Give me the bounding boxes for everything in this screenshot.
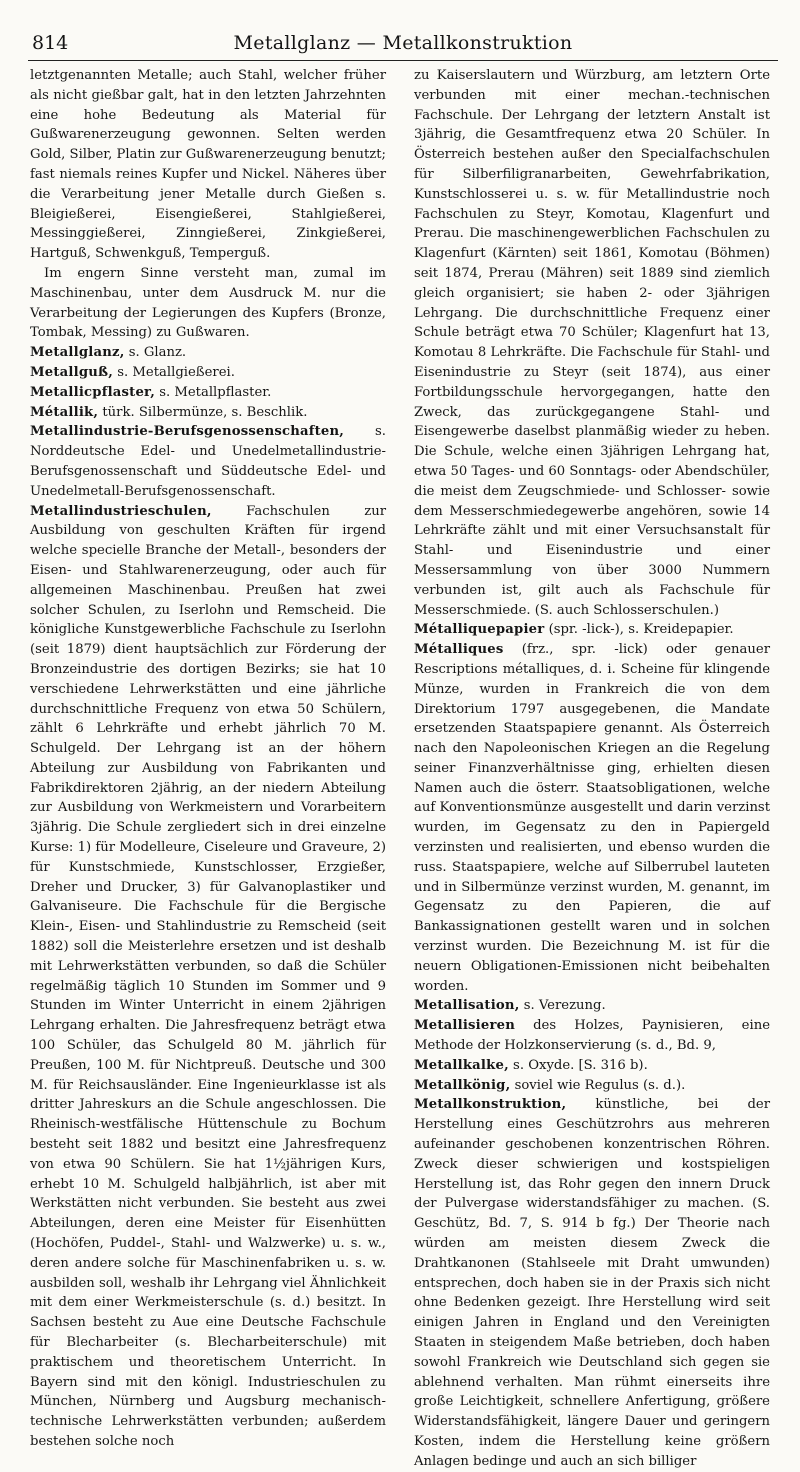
paragraph: zu Kaiserslautern und Würzburg, am letztern Orte verbunden mit einer mechan.-technischen Fachschule. Der Lehrgang der letztern Anstalt ist 3jährig, die Gesamtfrequenz etwa 20 Schüler. In Österreich bestehen außer den Specialfachschulen für Silberfiligranarbeiten, Gewehrfabrikation, Kunstschlosserei u. s. w. für Metallindustrie noch Fachschulen zu Steyr, Komotau, Klagenfurt und Prerau. Die maschinengewerblichen Fachschulen zu Klagenfurt (Kärnten) seit 1861, Komotau (Böhmen) seit 1874, Prerau (Mähren) seit 1889 sind ziemlich gleich organisiert; sie haben 2- oder 3jährigen Lehrgang. Die durchschnittliche Frequenz einer Schule beträgt etwa 70 Schüler; Klagenfurt hat 13, Komotau 8 Lehrkräfte. Die Fachschule für Stahl- und Eisenindustrie zu Steyr (seit 1874), aus einer Fortbildungsschule hervorgegangen, hatte den Zweck, das zurückgegangene Stahl- und Eisengewerbe daselbst planmäßig wieder zu heben. Die Schule, welche einen 3jährigen Lehrgang hat, etwa 50 Tages- und 60 Sonntags- oder Abendschüler, die meist dem Zeugschmiede- und Schlosser- sowie dem Messerschmiedegewerbe angehören, sowie 14 Lehrkräfte zählt und mit einer Versuchsanstalt für Stahl- und Eisenindustrie und einer Messersammlung von über 3000 Nummern verbunden ist, gilt auch als Fachschule für Messerschmiede. (S. auch Schlosserschulen.) xyxy=(414,68,770,618)
running-head: Metallglanz — Metallkonstruktion xyxy=(233,32,573,54)
entry-text: s. Metallpflaster. xyxy=(155,384,272,400)
page-number: 814 xyxy=(32,32,69,54)
entry-text: (frz., spr. -lick) oder genauer Rescriptions métalliques, d. i. Scheine für klingende Münze, wurden in Frankreich die von dem Direktorium 1797 ausgegebenen, die Mandate ersetzenden Staatspapiere genannt. Als Österreich nach den Napoleonischen Kriegen an die Regelung seiner Finanzverhältnisse ging, erhielten diesen Namen auch die österr. Staatsobligationen, welche auf Konventionsmünze ausgestellt und darin verzinst wurden, im Gegensatz zu den in Papiergeld verzinsten und realisierten, und ebenso wurden die russ. Staatspapiere, welche auf Silberrubel lauteten und in Silbermünze verzinst wurden, M. genannt, im Gegensatz zu den Papieren, die auf Bankassignationen gestellt waren und in solchen verzinst wurden. Die Bezeichnung M. ist für die neuern Obligationen-Emissionen nicht beibehalten worden. xyxy=(414,642,770,994)
entry-headword: Metallkonstruktion, xyxy=(414,1097,567,1113)
entry-text: s. Verezung. xyxy=(519,998,606,1014)
dictionary-entry xyxy=(30,403,386,423)
entry-headword: Metallkönig, xyxy=(414,1077,511,1093)
entry-text: s. Glanz. xyxy=(124,345,187,361)
entry-headword: Metallkalke, xyxy=(414,1057,509,1073)
entry-text: Fachschulen zur Ausbildung von geschulten Kräften für irgend welche specielle Branche der Metall-, besonders der Eisen- und Stahlwarenerzeugung, oder auch für allgemeinen Maschinenbau. Preußen hat zwei solcher Schulen, zu Iserlohn und Remscheid. Die königliche Kunstgewerbliche Fachschule zu Iserlohn (seit 1879) dient hauptsächlich zur Förderung der Bronzeindustrie des dortigen Bezirks; sie hat 10 verschiedene Lehrwerkstätten und eine jährliche durchschnittliche Frequenz von etwa 50 Schülern, zählt 6 Lehrkräfte und erhebt jährlich 70 M. Schulgeld. Der Lehrgang ist an der höhern Abteilung zur Ausbildung von Fabrikanten und Fabrikdirektoren 2jährig, an der niedern Abteilung zur Ausbildung von Werkmeistern und Vorarbeitern 3jährig. Die Schule zergliedert sich in drei einzelne Kurse: 1) für Modelleure, Ciseleure und Graveure, 2) für Kunstschmiede, Kunstschlosser, Erzgießer, Dreher und Drucker, 3) für Galvanoplastiker und Galvaniseure. Die Fachschule für die Bergische Klein-, Eisen- und Stahlindustrie zu Remscheid (seit 1882) soll die Meisterlehre ersetzen und ist deshalb mit Lehrwerkstätten verbunden, so daß die Schüler regelmäßig täglich 10 Stunden im Sommer und 9 Stunden im Winter Unterricht in einem 2jährigen Lehrgang erhalten. Die Jahresfrequenz beträgt etwa 100 Schüler, das Schulgeld 80 M. jährlich für Preußen, 100 M. für Nichtpreuß. Deutsche und 300 M. für Reichsausländer. Eine Ingenieurklasse ist als dritter Jahreskurs an die Schule angeschlossen. Die Rheinisch-westfälische Hüttenschule zu Bochum besteht seit 1882 und besitzt eine Jahresfrequenz von etwa 90 Schülern. Sie hat 1½jährigen Kurs, erhebt 10 M. Schulgeld halbjährlich, ist aber mit Werkstätten nicht verbunden. Sie besteht aus zwei Abteilungen, deren eine Meister für Eisenhütten (Hochöfen, Puddel-, Stahl- und Walzwerke) u. s. w., deren andere solche für Maschinenfabriken u. s. w. ausbilden soll, weshalb ihr Lehrgang viel Ähnlichkeit mit dem einer Werkmeisterschule (s. d.) besitzt. In Sachsen besteht zu Aue eine Deutsche Fachschule für Blecharbeiter (s. Blecharbeiterschule) mit praktischem und theoretischem Unterricht. In Bayern sind mit den königl. Industrieschulen zu München, Nürnberg und Augsburg mechanisch-technische Lehrwerkstätten verbunden; außerdem bestehen solche noch xyxy=(30,503,386,1449)
entry-headword: Métallik, xyxy=(30,404,99,420)
entry-text: s. Norddeutsche Edel- und Unedelmetallindustrie-Berufsgenossenschaft und Süddeutsche Edel- und Unedelmetall-Berufsgenossenschaft. xyxy=(30,424,386,499)
dictionary-entry xyxy=(414,1056,770,1076)
entry-headword: Metallindustrie-Berufsgenossenschaften, xyxy=(30,424,345,440)
dictionary-entry xyxy=(30,383,386,403)
dictionary-entry xyxy=(30,502,386,1452)
dictionary-entry xyxy=(414,1076,770,1096)
page-header xyxy=(28,14,778,61)
dictionary-entry xyxy=(414,620,770,640)
dictionary-entry xyxy=(30,343,386,363)
entry-text: türk. Silbermünze, s. Beschlik. xyxy=(98,404,308,420)
right-column xyxy=(414,66,770,1469)
dictionary-entry xyxy=(30,422,386,501)
dictionary-entry xyxy=(414,996,770,1016)
left-column xyxy=(30,66,386,1449)
entry-text: soviel wie Regulus (s. d.). xyxy=(510,1077,686,1093)
dictionary-entry xyxy=(30,363,386,383)
entry-headword: Metallindustrieschulen, xyxy=(30,503,212,519)
entry-headword: Metallisieren xyxy=(414,1018,516,1034)
entry-text: (spr. -lick-), s. Kreidepapier. xyxy=(544,622,734,638)
entry-headword: Métalliquepapier xyxy=(414,622,545,638)
entry-text: künstliche, bei der Herstellung eines Geschützrohrs aus mehreren aufeinander geschobenen konzentrischen Röhren. Zweck dieser schwierigen und kostspieligen Herstellung ist, das Rohr gegen den innern Druck der Pulvergase widerstandsfähiger zu machen. (S. Geschütz, Bd. 7, S. 914 b fg.) Der Theorie nach würden am meisten diesem Zweck die Drahtkanonen (Stahlseele mit Draht umwunden) entsprechen, doch haben sie in der Praxis sich nicht ohne Bedenken gezeigt. Ihre Herstellung wird seit einigen Jahren in England und den Vereinigten Staaten in steigendem Maße betrieben, doch haben sowohl Frankreich wie Deutschland sich gegen sie ablehnend verhalten. Man rühmt einerseits ihre große Leichtigkeit, schnellere Anfertigung, größere Widerstandsfähigkeit, längere Dauer und geringern Kosten, indem die Herstellung keine größern Anlagen bedinge und auch an sich billiger xyxy=(414,1097,770,1469)
dictionary-entry xyxy=(414,1016,770,1056)
entry-text: des Holzes, Paynisieren, eine Methode der Holzkonservierung (s. d., Bd. 9, xyxy=(414,1018,770,1054)
entry-headword: Metallglanz, xyxy=(30,345,125,361)
entry-text: s. Oxyde. [S. 316 b). xyxy=(508,1057,648,1073)
entry-headword: Metallguß, xyxy=(30,364,114,380)
entry-text: s. Metallgießerei. xyxy=(113,364,235,380)
paragraph: letztgenannten Metalle; auch Stahl, welcher früher als nicht gießbar galt, hat in den letzten Jahrzehnten eine hohe Bedeutung als Material für Gußwarenerzeugung gewonnen. Selten werden Gold, Silber, Platin zur Gußwarenerzeugung benutzt; fast niemals reines Kupfer und Nickel. Näheres über die Verarbeitung jener Metalle durch Gießen s. Bleigießerei, Eisengießerei, Stahlgießerei, Messinggießerei, Zinngießerei, Zinkgießerei, Hartguß, Schwenkguß, Temperguß. xyxy=(30,68,386,262)
entry-headword: Métalliques xyxy=(414,642,504,658)
dictionary-entry xyxy=(414,1095,770,1471)
paragraph: Im engern Sinne versteht man, zumal im Maschinenbau, unter dem Ausdruck M. nur die Verarbeitung der Legierungen des Kupfers (Bronze, Tombak, Messing) zu Gußwaren. xyxy=(30,265,386,341)
entry-headword: Metallisation, xyxy=(414,998,520,1014)
entry-headword: Metallicpflaster, xyxy=(30,384,156,400)
dictionary-entry xyxy=(414,640,770,996)
